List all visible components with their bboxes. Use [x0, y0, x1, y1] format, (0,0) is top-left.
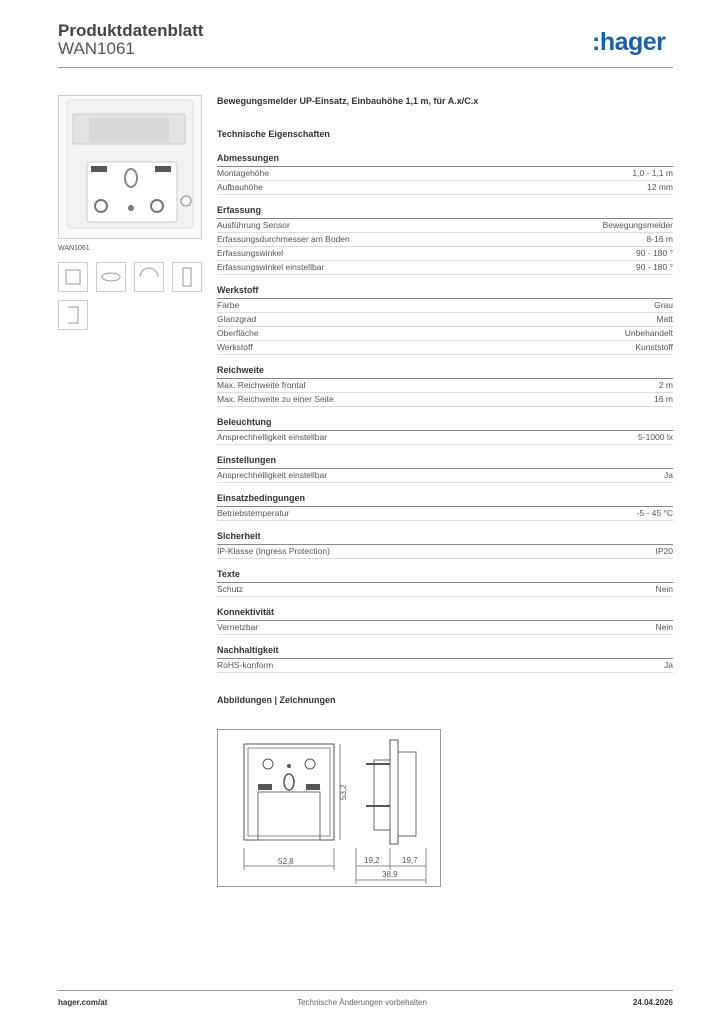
- page-title: Produktdatenblatt: [58, 21, 204, 40]
- property-row: [217, 299, 673, 313]
- dim-depth-b: 19,7: [402, 856, 418, 865]
- property-row: [217, 313, 673, 327]
- tech-heading: Technische Eigenschaften: [217, 129, 330, 139]
- property-row: [217, 431, 673, 445]
- property-row: [217, 379, 673, 393]
- technical-drawing: [217, 729, 441, 887]
- property-value: Nein: [655, 622, 673, 632]
- property-label: Montagehöhe: [217, 168, 269, 178]
- section-title: Reichweite: [217, 365, 673, 379]
- property-value: -5 - 45 °C: [636, 508, 673, 518]
- property-label: IP-Klasse (Ingress Protection): [217, 546, 330, 556]
- property-row: [217, 621, 673, 635]
- property-row: [217, 659, 673, 673]
- property-value: Kunststoff: [635, 342, 673, 352]
- thumbnail-2[interactable]: [96, 262, 126, 292]
- footer-website[interactable]: hager.com/at: [58, 998, 108, 1007]
- product-image: [58, 95, 202, 239]
- property-label: Werkstoff: [217, 342, 253, 352]
- property-value: 2 m: [658, 380, 673, 390]
- property-label: RoHS-konform: [217, 660, 274, 670]
- property-label: Erfassungsdurchmesser am Boden: [217, 234, 350, 244]
- property-row: [217, 393, 673, 407]
- property-value: Matt: [656, 314, 673, 324]
- property-value: 1,0 - 1,1 m: [632, 168, 673, 178]
- property-label: Ansprechhelligkeit einstellbar: [217, 432, 328, 442]
- property-label: Betriebstemperatur: [217, 508, 290, 518]
- thumbnail-4[interactable]: [172, 262, 202, 292]
- property-value: Grau: [654, 300, 673, 310]
- property-label: Max. Reichweite zu einer Seite: [217, 394, 334, 404]
- image-caption: WAN1061: [58, 245, 90, 252]
- property-label: Max. Reichweite frontal: [217, 380, 306, 390]
- property-label: Glanzgrad: [217, 314, 257, 324]
- dim-depth-a: 19,2: [364, 856, 380, 865]
- technical-data: [217, 96, 673, 705]
- footer-disclaimer: Technische Änderungen vorbehalten: [297, 998, 427, 1007]
- property-row: [217, 247, 673, 261]
- thumbnail-5[interactable]: [58, 300, 88, 330]
- property-value: Unbehandelt: [624, 328, 673, 338]
- property-value: 5-1000 lx: [638, 432, 673, 442]
- property-value: Bewegungsmelder: [602, 220, 673, 230]
- property-row: [217, 181, 673, 195]
- footer-divider: [58, 990, 673, 991]
- property-label: Aufbauhöhe: [217, 182, 263, 192]
- property-row: [217, 469, 673, 483]
- property-value: IP20: [655, 546, 673, 556]
- property-label: Schutz: [217, 584, 243, 594]
- property-label: Ansprechhelligkeit einstellbar: [217, 470, 328, 480]
- property-value: 90 - 180 °: [636, 248, 673, 258]
- section-title: Einstellungen: [217, 455, 673, 469]
- dim-height: 53,2: [339, 784, 348, 800]
- property-row: [217, 261, 673, 275]
- property-row: [217, 545, 673, 559]
- property-label: Ausführung Sensor: [217, 220, 290, 230]
- property-row: [217, 219, 673, 233]
- property-row: [217, 233, 673, 247]
- section-title: Konnektivität: [217, 607, 673, 621]
- footer-date: 24.04.2026: [632, 998, 673, 1007]
- property-value: 8-16 m: [646, 234, 673, 244]
- property-label: Erfassungswinkel einstellbar: [217, 262, 325, 272]
- property-value: Ja: [664, 470, 673, 480]
- section-title: Abmessungen: [217, 153, 673, 167]
- property-row: [217, 583, 673, 597]
- property-row: [217, 507, 673, 521]
- section-title: Nachhaltigkeit: [217, 645, 673, 659]
- property-value: Ja: [664, 660, 673, 670]
- section-title: Texte: [217, 569, 673, 583]
- property-row: [217, 341, 673, 355]
- drawings-heading: Abbildungen | Zeichnungen: [217, 695, 336, 705]
- property-label: Farbe: [217, 300, 240, 310]
- property-value: 12 mm: [647, 182, 673, 192]
- property-value: 16 m: [654, 394, 673, 404]
- section-title: Beleuchtung: [217, 417, 673, 431]
- header-divider: [58, 67, 673, 68]
- property-label: Vernetzbar: [217, 622, 259, 632]
- property-label: Oberfläche: [217, 328, 259, 338]
- property-row: [217, 327, 673, 341]
- section-title: Sicherheit: [217, 531, 673, 545]
- dim-width: 52,8: [278, 857, 294, 866]
- hager-logo: :hager: [592, 28, 666, 56]
- property-value: 90 - 180 °: [636, 262, 673, 272]
- section-title: Erfassung: [217, 205, 673, 219]
- property-value: Nein: [655, 584, 673, 594]
- section-title: Werkstoff: [217, 285, 673, 299]
- product-code: WAN1061: [58, 39, 135, 58]
- thumbnail-3[interactable]: [134, 262, 164, 292]
- thumbnail-1[interactable]: [58, 262, 88, 292]
- section-title: Einsatzbedingungen: [217, 493, 673, 507]
- property-row: [217, 167, 673, 181]
- dim-depth-total: 38,9: [382, 870, 398, 879]
- product-description: Bewegungsmelder UP-Einsatz, Einbauhöhe 1,1 m, für A.x/C.x: [217, 96, 479, 106]
- property-label: Erfassungswinkel: [217, 248, 284, 258]
